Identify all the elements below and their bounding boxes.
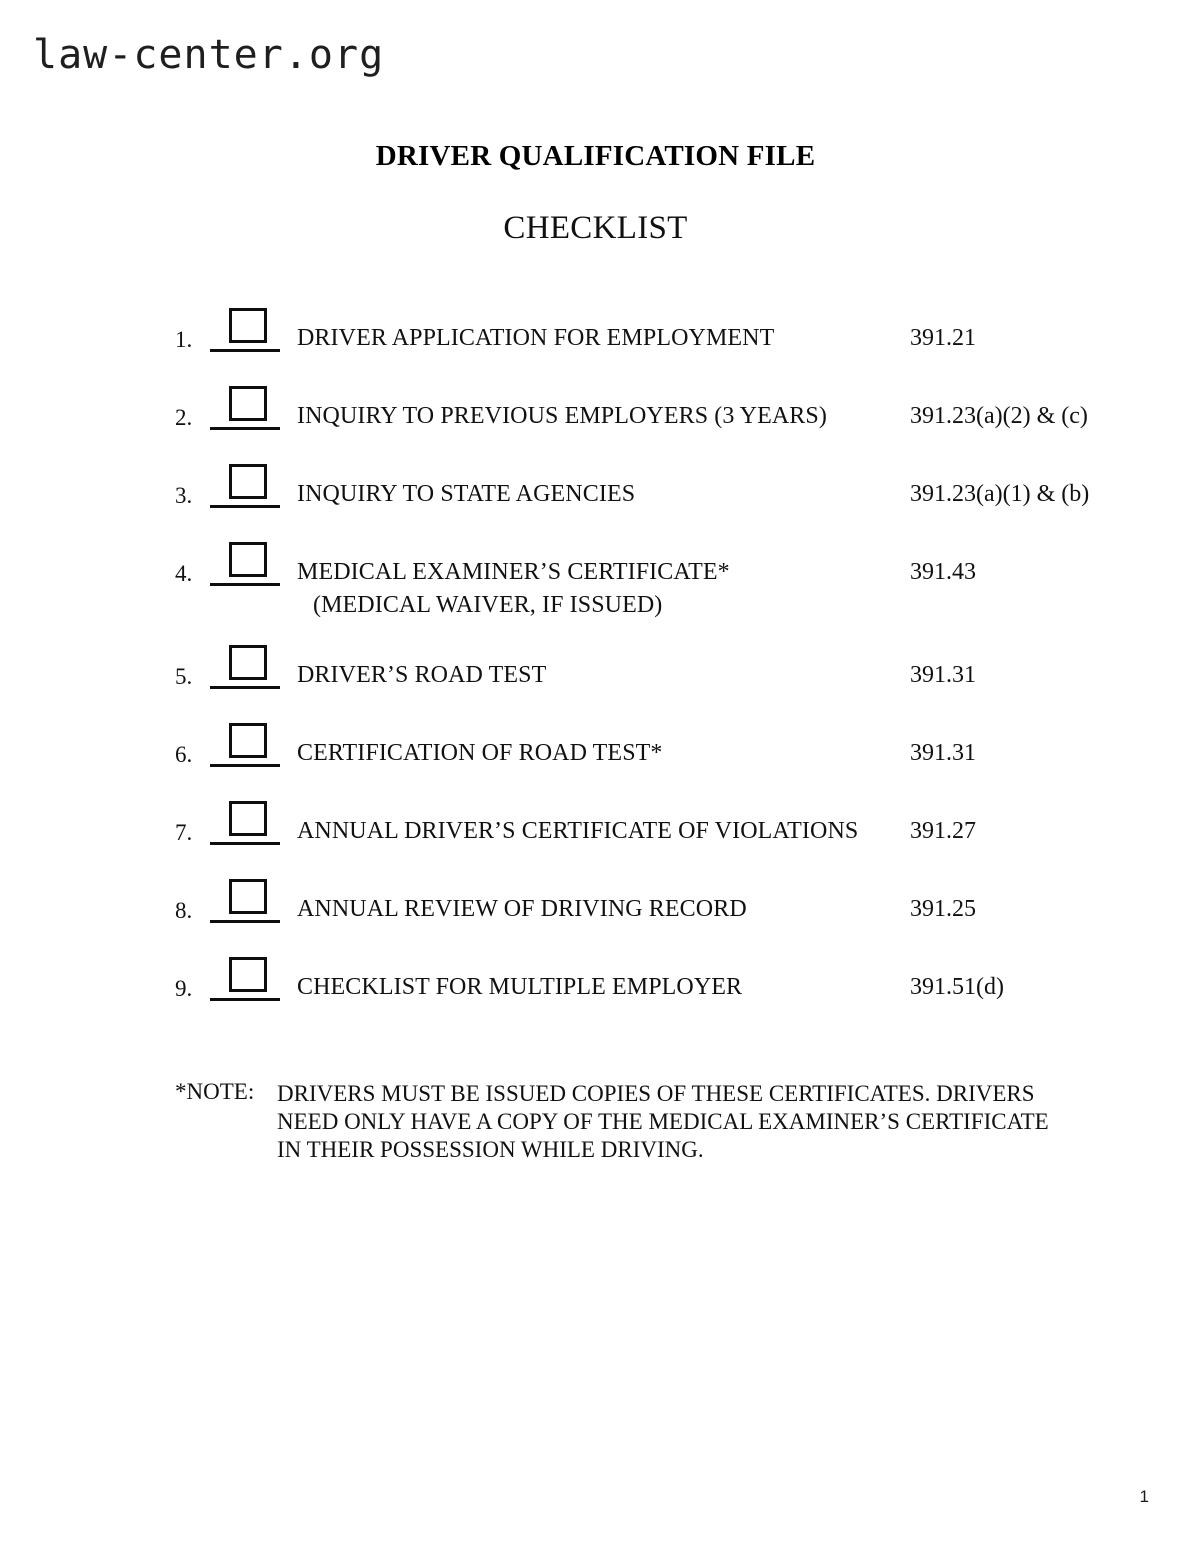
checkbox-slot[interactable] [210,386,280,434]
checkbox-icon[interactable] [229,957,267,992]
note-line: IN THEIR POSSESSION WHILE DRIVING. [277,1137,704,1162]
checklist-item-regulation-code: 391.31 [910,740,976,766]
checklist-item-regulation-code: 391.25 [910,896,976,922]
checklist-row [0,378,1191,456]
checklist-item-regulation-code: 391.21 [910,325,976,351]
signature-rule [210,842,280,845]
checklist [0,300,1191,1027]
checkbox-slot[interactable] [210,957,280,1005]
checklist-item-label: INQUIRY TO STATE AGENCIES [297,481,636,507]
checkbox-icon[interactable] [229,801,267,836]
checklist-item-label: ANNUAL DRIVER’S CERTIFICATE OF VIOLATIONS [297,818,859,844]
checkbox-slot[interactable] [210,464,280,512]
signature-rule [210,349,280,352]
checkbox-icon[interactable] [229,879,267,914]
checklist-item-number: 4. [175,561,193,586]
checklist-item-label: DRIVER APPLICATION FOR EMPLOYMENT [297,325,775,351]
checklist-item-regulation-code: 391.23(a)(2) & (c) [910,403,1088,429]
checklist-item-label: ANNUAL REVIEW OF DRIVING RECORD [297,896,747,922]
checklist-row [0,949,1191,1027]
checklist-item-number: 2. [175,405,193,430]
checklist-item-number: 7. [175,820,193,845]
checklist-item-label: CHECKLIST FOR MULTIPLE EMPLOYER [297,974,743,1000]
signature-rule [210,583,280,586]
checkbox-slot[interactable] [210,879,280,927]
checklist-item-regulation-code: 391.43 [910,559,976,585]
checklist-item-label: INQUIRY TO PREVIOUS EMPLOYERS (3 YEARS) [297,403,827,429]
signature-rule [210,427,280,430]
checklist-row [0,871,1191,949]
note-body [277,1080,1097,1164]
site-watermark: law-center.org [33,32,385,78]
checklist-row [0,793,1191,871]
checklist-item-number: 6. [175,742,193,767]
checklist-item-number: 9. [175,976,193,1001]
checklist-row [0,637,1191,715]
checklist-item-regulation-code: 391.51(d) [910,974,1004,1000]
checklist-item-number: 8. [175,898,193,923]
checkbox-slot[interactable] [210,645,280,693]
checklist-item-label: MEDICAL EXAMINER’S CERTIFICATE* [297,559,730,585]
checkbox-slot[interactable] [210,542,280,590]
checklist-item-label: DRIVER’S ROAD TEST [297,662,547,688]
checklist-row [0,534,1191,637]
checklist-item-regulation-code: 391.23(a)(1) & (b) [910,481,1090,507]
checkbox-icon[interactable] [229,645,267,680]
checklist-item-regulation-code: 391.27 [910,818,976,844]
checkbox-icon[interactable] [229,723,267,758]
checklist-row [0,456,1191,534]
checkbox-icon[interactable] [229,464,267,499]
checklist-row [0,715,1191,793]
signature-rule [210,505,280,508]
signature-rule [210,920,280,923]
signature-rule [210,764,280,767]
checklist-item-regulation-code: 391.31 [910,662,976,688]
checkbox-slot[interactable] [210,801,280,849]
signature-rule [210,998,280,1001]
document-subtitle: CHECKLIST [503,210,688,246]
note-line: NEED ONLY HAVE A COPY OF THE MEDICAL EXAMINER’S CERTIFICATE [277,1109,1049,1134]
checkbox-icon[interactable] [229,542,267,577]
signature-rule [210,686,280,689]
checklist-item-number: 3. [175,483,193,508]
checkbox-slot[interactable] [210,723,280,771]
note-line: DRIVERS MUST BE ISSUED COPIES OF THESE CERTIFICATES. DRIVERS [277,1081,1035,1106]
checklist-row [0,300,1191,378]
checkbox-slot[interactable] [210,308,280,356]
checkbox-icon[interactable] [229,386,267,421]
checklist-item-number: 5. [175,664,193,689]
document-title: DRIVER QUALIFICATION FILE [375,140,816,172]
checklist-item-number: 1. [175,327,193,352]
checklist-item-label: CERTIFICATION OF ROAD TEST* [297,740,663,766]
checkbox-icon[interactable] [229,308,267,343]
note-label: *NOTE: [175,1079,255,1104]
page-number: 1 [1139,1487,1149,1506]
checklist-item-sublabel: (MEDICAL WAIVER, IF ISSUED) [313,592,663,618]
